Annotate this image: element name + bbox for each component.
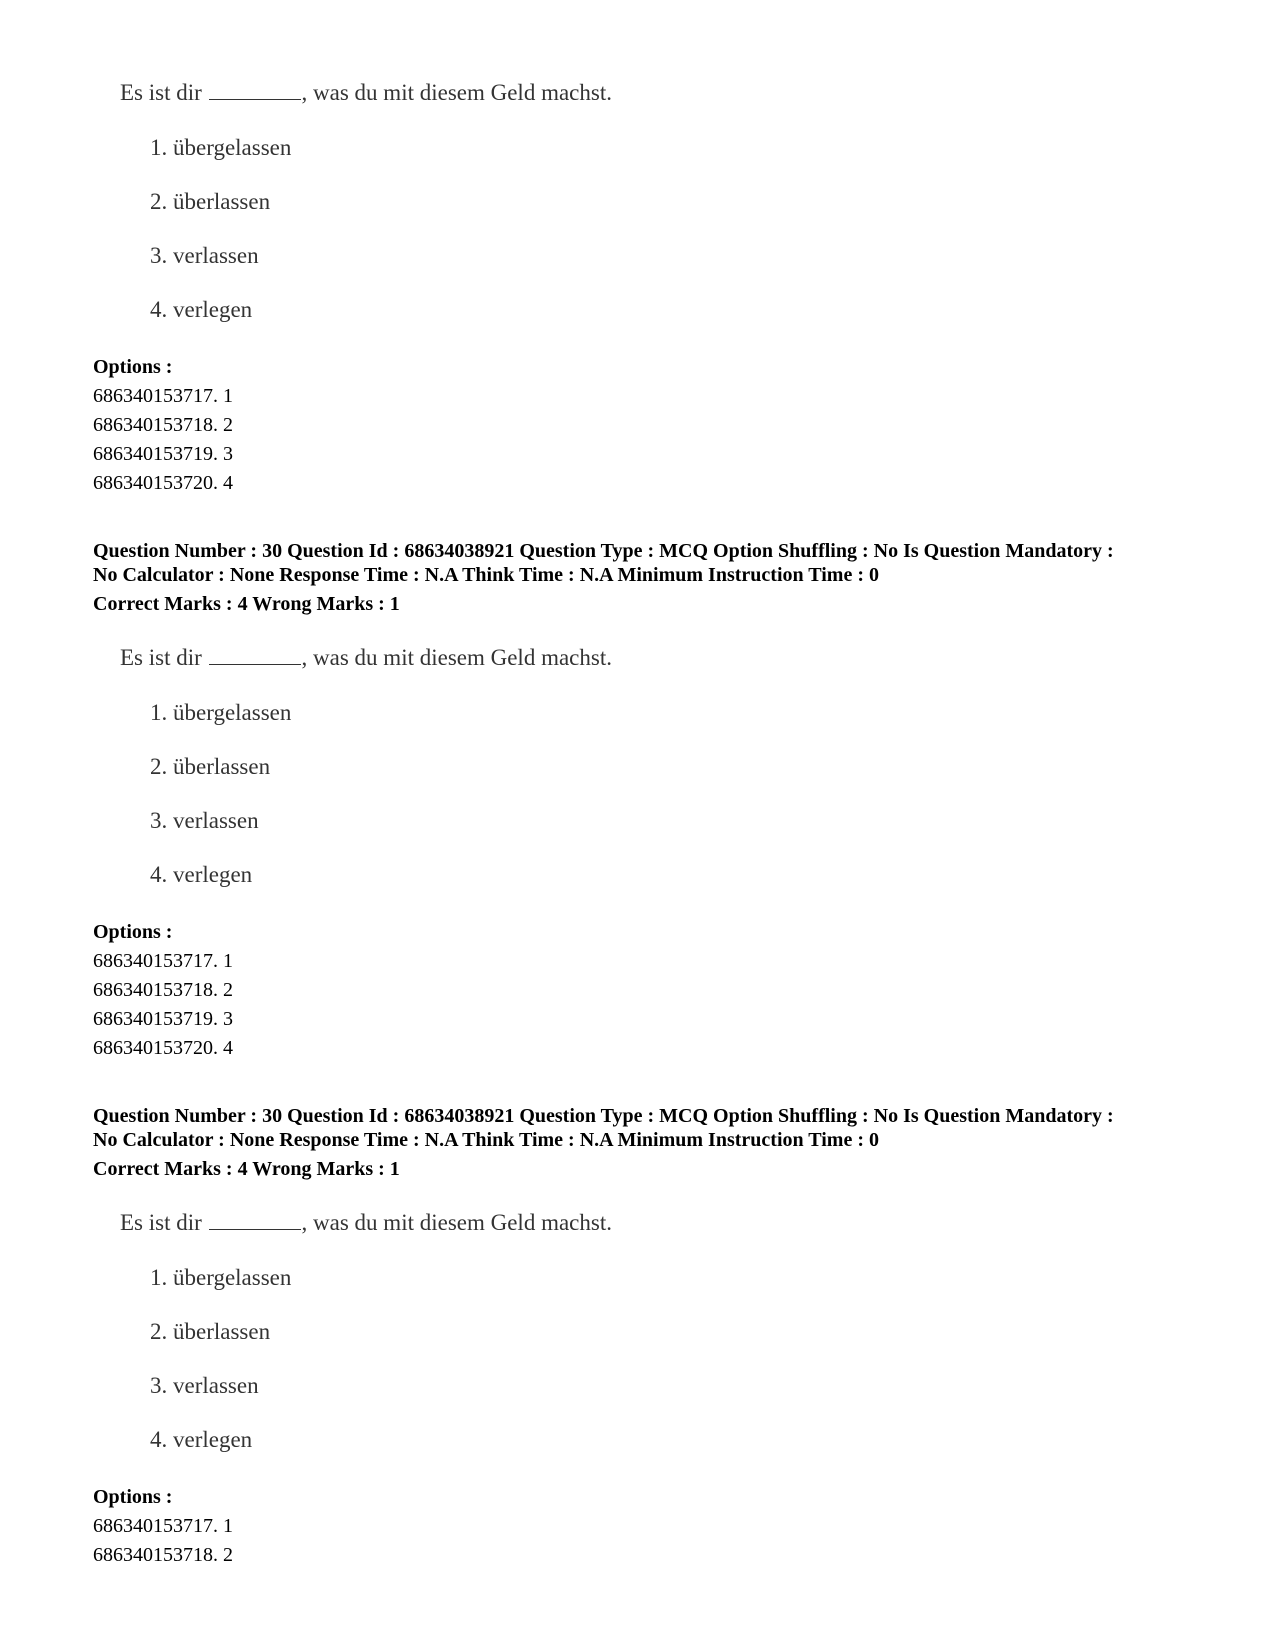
stem-text-after: , was du mit diesem Geld machst.	[301, 80, 612, 105]
choice-item: 3. verlassen	[150, 243, 259, 268]
option-line: 686340153717. 1	[93, 1515, 233, 1537]
option-line: 686340153718. 2	[93, 414, 233, 436]
choice-item: 4. verlegen	[150, 297, 253, 322]
options-label: Options :	[93, 1486, 173, 1508]
option-line: 686340153717. 1	[93, 385, 233, 407]
choice-item: 2. überlassen	[150, 189, 271, 214]
question-stem	[120, 80, 612, 106]
option-line: 686340153720. 4	[93, 472, 233, 494]
option-line: 686340153718. 2	[93, 979, 233, 1001]
question-header-line: No Calculator : None Response Time : N.A Think Time : N.A Minimum Instruction Time : 0	[93, 1129, 879, 1151]
options-label: Options :	[93, 921, 173, 943]
stem-text-before: Es ist dir	[120, 645, 202, 670]
question-marks: Correct Marks : 4 Wrong Marks : 1	[93, 1158, 400, 1180]
question-marks: Correct Marks : 4 Wrong Marks : 1	[93, 593, 400, 615]
stem-text-before: Es ist dir	[120, 1210, 202, 1235]
answer-blank	[209, 81, 301, 100]
choice-item: 1. übergelassen	[150, 700, 292, 725]
choice-item: 3. verlassen	[150, 1373, 259, 1398]
option-line: 686340153717. 1	[93, 950, 233, 972]
option-line: 686340153720. 4	[93, 1037, 233, 1059]
option-line: 686340153719. 3	[93, 443, 233, 465]
options-label: Options :	[93, 356, 173, 378]
question-header-line: Question Number : 30 Question Id : 68634038921 Question Type : MCQ Option Shuffling : No Is Question Mandatory :	[93, 1105, 1114, 1127]
option-line: 686340153719. 3	[93, 1008, 233, 1030]
question-header-line: Question Number : 30 Question Id : 68634038921 Question Type : MCQ Option Shuffling : No Is Question Mandatory :	[93, 540, 1114, 562]
choice-item: 2. überlassen	[150, 1319, 271, 1344]
stem-text-before: Es ist dir	[120, 80, 202, 105]
answer-blank	[209, 646, 301, 665]
choice-item: 1. übergelassen	[150, 135, 292, 160]
stem-text-after: , was du mit diesem Geld machst.	[301, 1210, 612, 1235]
stem-text-after: , was du mit diesem Geld machst.	[301, 645, 612, 670]
question-stem	[120, 1210, 612, 1236]
choice-item: 4. verlegen	[150, 1427, 253, 1452]
choice-item: 2. überlassen	[150, 754, 271, 779]
answer-blank	[209, 1211, 301, 1230]
question-header-line: No Calculator : None Response Time : N.A Think Time : N.A Minimum Instruction Time : 0	[93, 564, 879, 586]
choice-item: 3. verlassen	[150, 808, 259, 833]
choice-item: 4. verlegen	[150, 862, 253, 887]
question-stem	[120, 645, 612, 671]
option-line: 686340153718. 2	[93, 1544, 233, 1566]
choice-item: 1. übergelassen	[150, 1265, 292, 1290]
